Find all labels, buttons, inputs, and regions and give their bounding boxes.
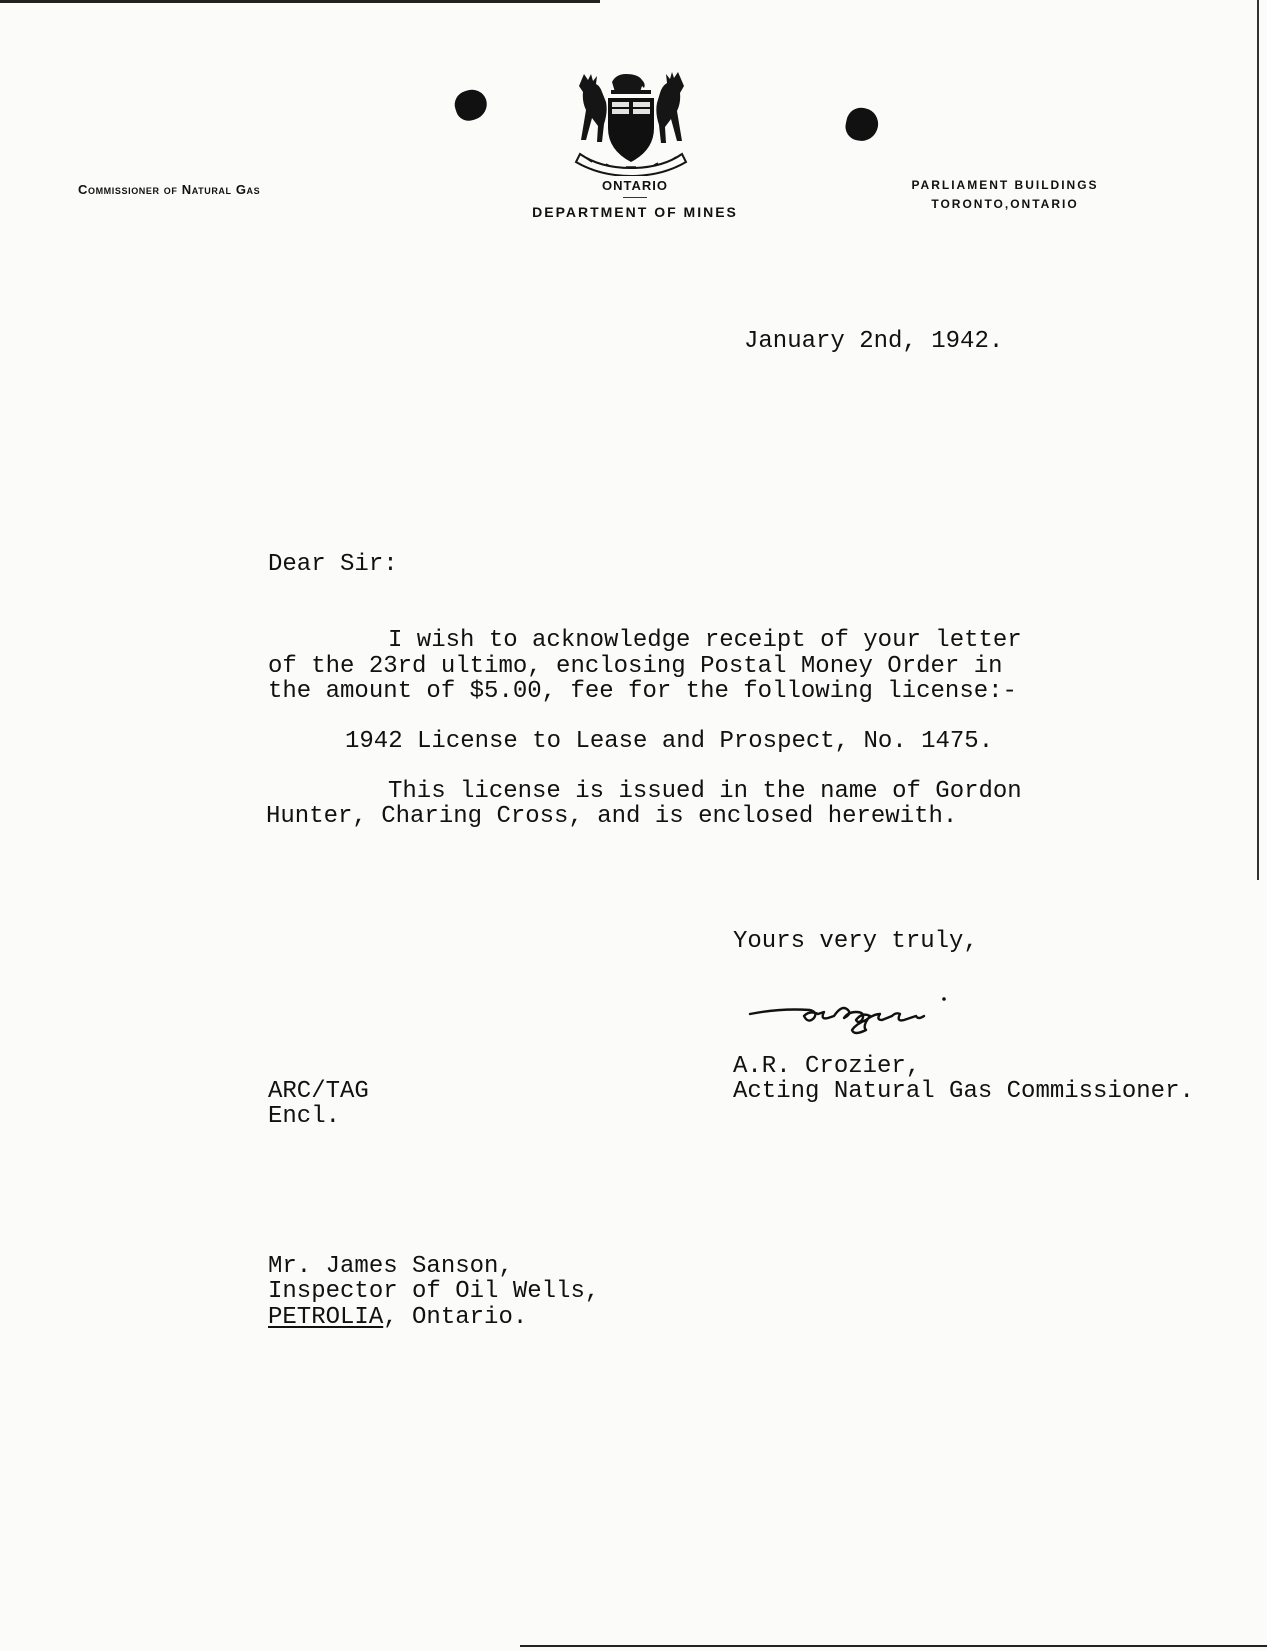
- recipient-location: [268, 1305, 527, 1331]
- salutation: Dear Sir:: [268, 551, 398, 578]
- letterhead-address-line1: PARLIAMENT BUILDINGS: [911, 178, 1099, 192]
- recipient-city: PETROLIA: [268, 1304, 384, 1331]
- hole-punch-blot-right: [843, 105, 881, 144]
- body-para1-line2: of the 23rd ultimo, enclosing Postal Money Order in: [268, 653, 1003, 680]
- body-para1-line3: the amount of $5.00, fee for the following license:-: [268, 678, 1017, 705]
- body-para1-line1: I wish to acknowledge receipt of your letter: [388, 627, 1022, 654]
- body-para2-line2: Hunter, Charing Cross, and is enclosed herewith.: [266, 803, 958, 830]
- top-page-edge: [0, 0, 600, 3]
- reference-initials: ARC/TAG: [268, 1078, 369, 1105]
- letter-date: January 2nd, 1942.: [744, 328, 1004, 355]
- letterhead-office-name: Commissioner of Natural Gas: [78, 182, 261, 197]
- valediction: Yours very truly,: [733, 928, 978, 955]
- letterhead-province: ONTARIO: [602, 178, 668, 193]
- enclosure-note: Encl.: [268, 1103, 341, 1130]
- letterhead-department: DEPARTMENT OF MINES: [532, 204, 738, 220]
- ontario-coat-of-arms-icon: [566, 68, 696, 176]
- hole-punch-blot-left: [451, 86, 491, 124]
- signer-name: A.R. Crozier,: [733, 1053, 921, 1080]
- license-line: 1942 License to Lease and Prospect, No. 1475.: [345, 728, 994, 755]
- recipient-title: Inspector of Oil Wells,: [268, 1278, 600, 1305]
- letterhead-address-line2: TORONTO,ONTARIO: [931, 197, 1079, 211]
- recipient-province: , Ontario.: [383, 1304, 528, 1331]
- bottom-page-edge: [520, 1645, 1267, 1647]
- body-para2-line1: This license is issued in the name of Gordon: [388, 778, 1022, 805]
- letterhead-divider: [623, 197, 647, 198]
- recipient-name: Mr. James Sanson,: [268, 1253, 513, 1280]
- right-page-edge: [1257, 0, 1259, 880]
- handwritten-signature: [745, 990, 1045, 1040]
- signer-title: Acting Natural Gas Commissioner.: [733, 1078, 1194, 1105]
